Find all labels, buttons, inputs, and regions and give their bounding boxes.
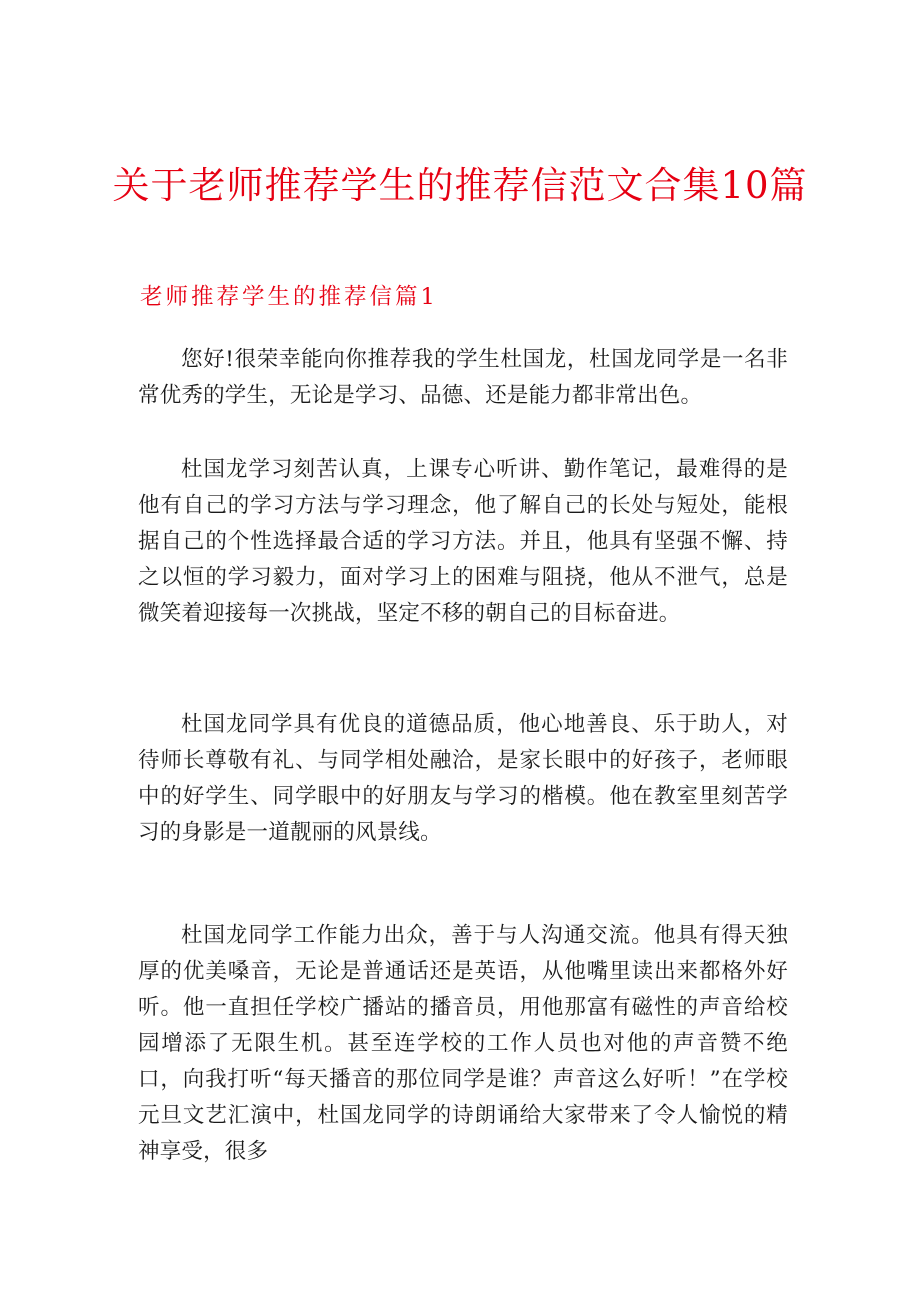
paragraph-study: 杜国龙学习刻苦认真，上课专心听讲、勤作笔记，最难得的是他有自己的学习方法与学习理念，他了解自己的长处与短处，能根据自己的个性选择最合适的学习方法。并且，他具有坚强不懈、持之以恒的学习毅力，面对学习上的困难与阻挠，他从不泄气，总是微笑着迎接每一次挑战，坚定不移的朝自己的目标奋进。 bbox=[138, 457, 788, 626]
paragraph-morality: 杜国龙同学具有优良的道德品质，他心地善良、乐于助人，对待师长尊敬有礼、与同学相处融洽，是家长眼中的好孩子，老师眼中的好学生、同学眼中的好朋友与学习的楷模。他在教室里刻苦学习的身影是一道靓丽的风景线。 bbox=[138, 712, 788, 845]
paragraph-ability: 杜国龙同学工作能力出众，善于与人沟通交流。他具有得天独厚的优美嗓音，无论是普通话还是英语，从他嘴里读出来都格外好听。他一直担任学校广播站的播音员，用他那富有磁性的声音给校园增添了无限生机。甚至连学校的工作人员也对他的声音赞不绝口，向我打听“每天播音的那位同学是谁？声音这么好听！”在学校元旦文艺汇演中，杜国龙同学的诗朗诵给大家带来了令人愉悦的精神享受，很多 bbox=[138, 923, 788, 1164]
section-heading: 老师推荐学生的推荐信篇1 bbox=[140, 284, 438, 310]
document-title: 关于老师推荐学生的推荐信范文合集10篇 bbox=[112, 164, 808, 207]
paragraph-greeting: 您好!很荣幸能向你推荐我的学生杜国龙，杜国龙同学是一名非常优秀的学生，无论是学习、品德、还是能力都非常出色。 bbox=[138, 347, 788, 408]
